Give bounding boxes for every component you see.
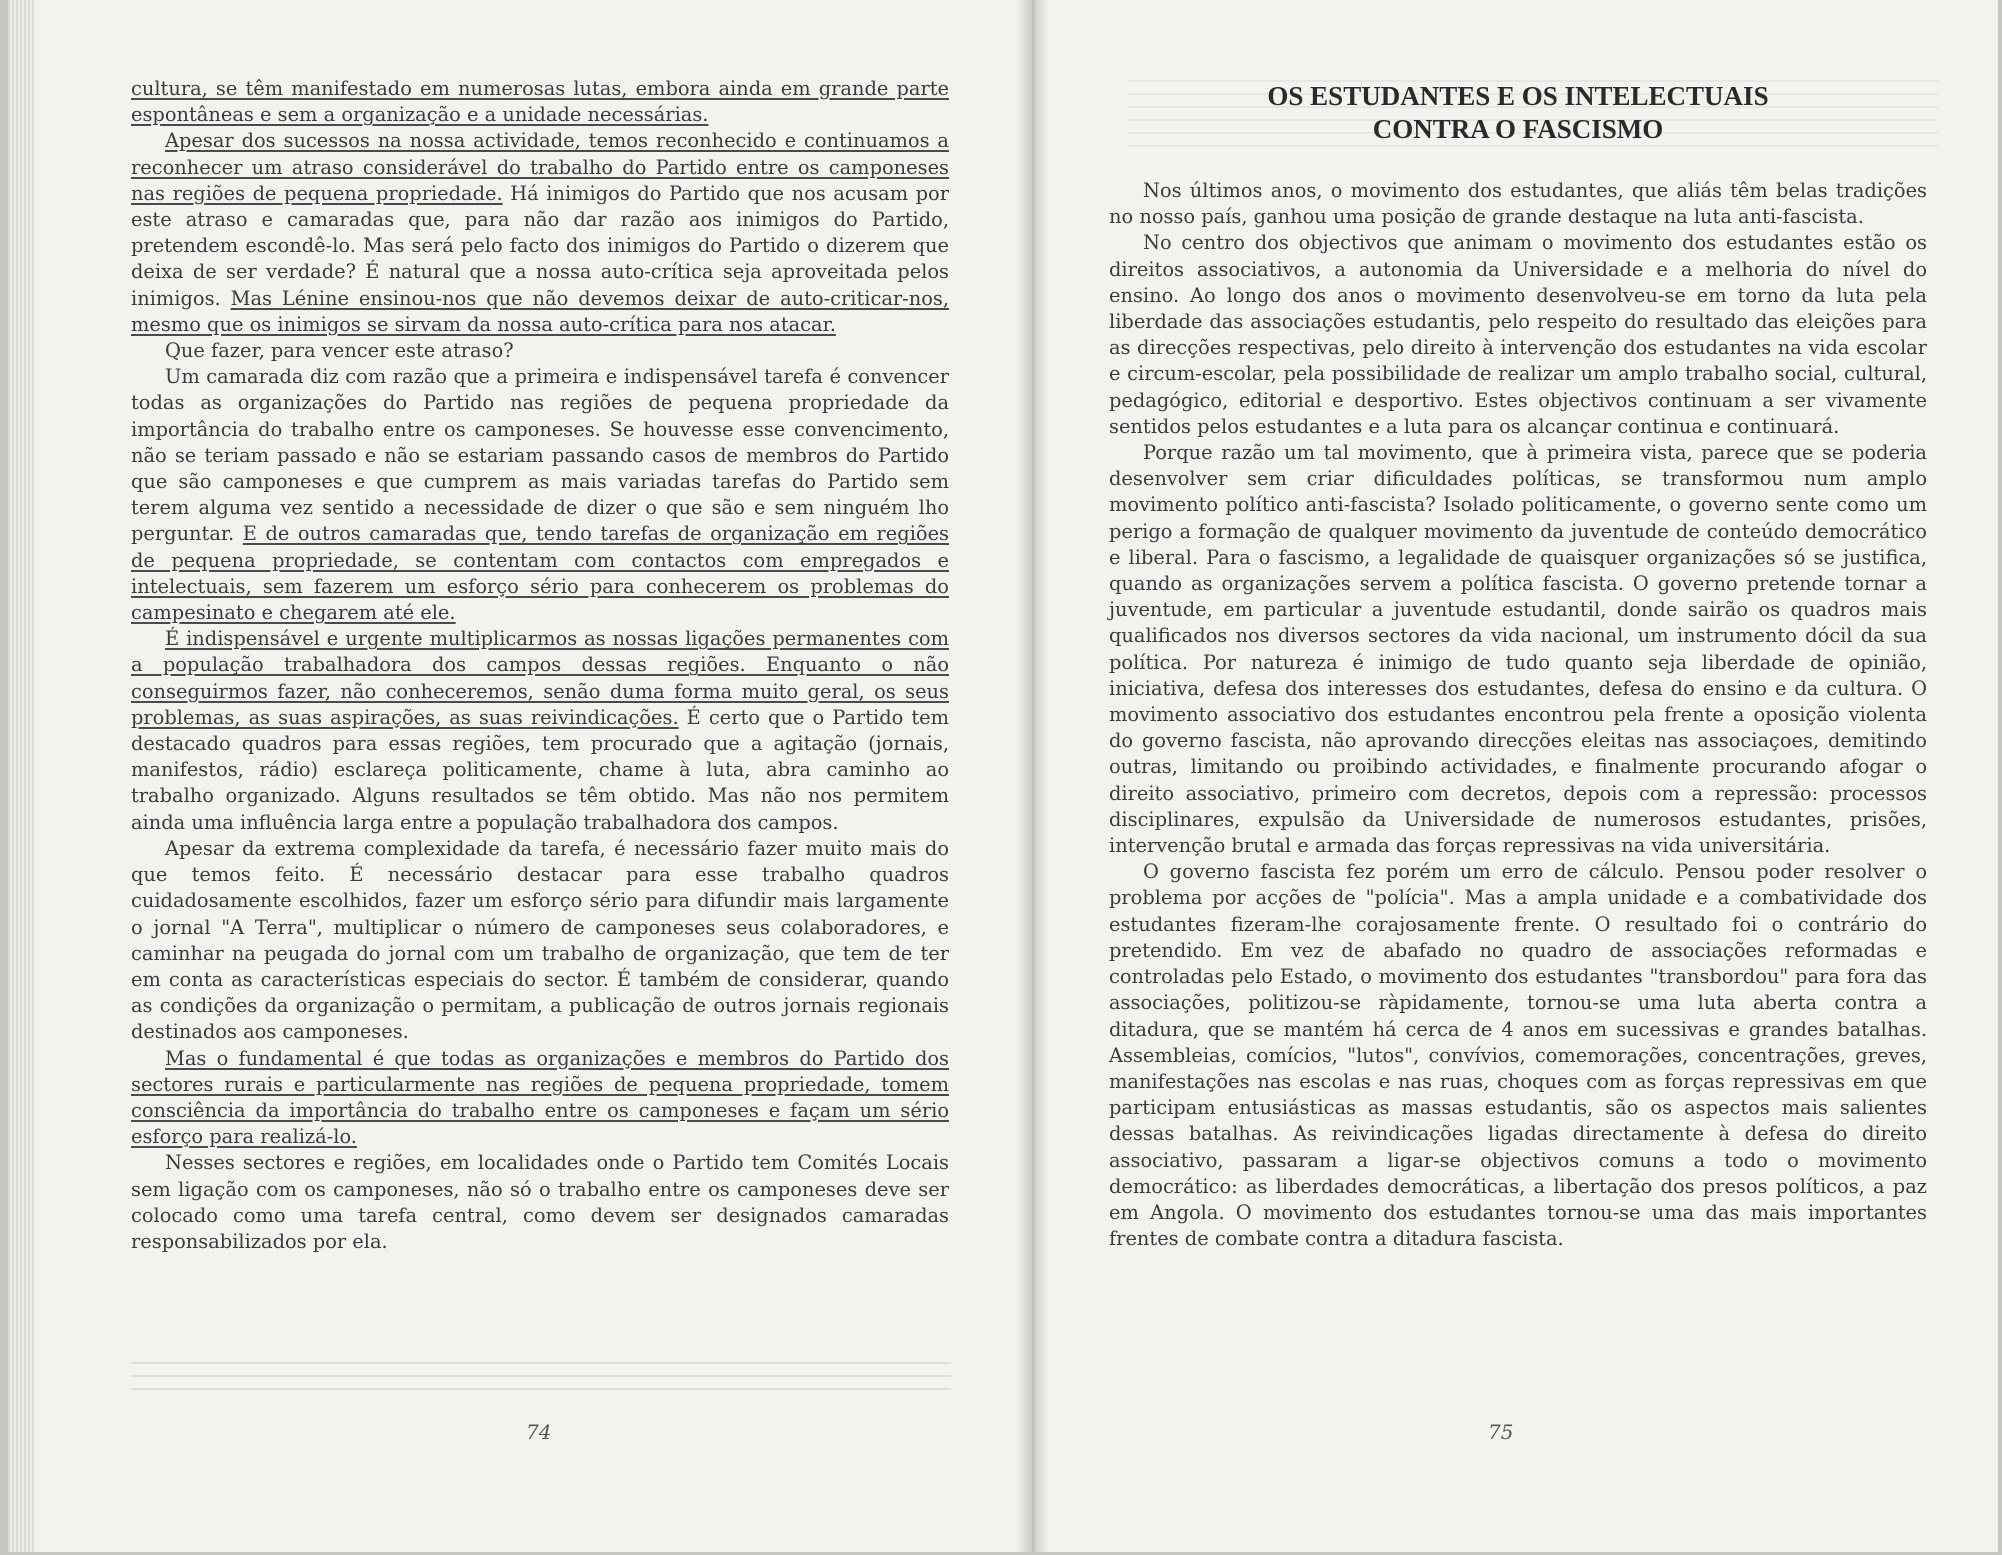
text-run: O governo fascista fez porém um erro de cálculo. Pensou poder resolver o problema por acções de "polícia". Mas a ampla unidade e a combatividade dos estudantes fizeram-lhe corajosamente frente. O resultado foi o contrário do pretendido. Em vez de abafado no quadro de associações reformadas e controladas pelo Estado, o movimento dos estudantes "transbordou" para fora das associações, politizou-se ràpidamente, tornou-se uma luta aberta contra a ditadura, que se mantém há cerca de 4 anos em sucessivas e grandes batalhas. Assembleias, comícios, "lutos", convívios, comemorações, concentrações, greves, manifestações nas escolas e nas ruas, choques com as forças repressivas em que participam entusiásticas as massas estudantis, são os aspectos mais salientes dessas batalhas. As reivindicações ligadas directamente à defesa do direito associativo, passaram a ligar-se objectivos comuns a todo o movimento democrático: as liberdades democráticas, a libertação dos presos políticos, a paz em Angola. O movimento dos estudantes tornou-se uma das mais importantes frentes de combate contra a ditadura fascista. [1109,860,1927,1251]
paragraph [1109,440,1927,859]
paragraph [131,836,949,1046]
underlined-passage: Apesar dos sucessos na nossa actividade, temos reconhecido e continuamos a reconhecer um atraso considerável do trabalho do Partido entre os camponeses nas regiões de pequena propriedade. [131,129,949,205]
underlined-passage: E de outros camaradas que, tendo tarefas de organização em regiões de pequena propriedade, se contentam com contactos com empregados e intelectuais, sem fazerem um esforço sério para conhecerem os problemas do campesinato e chegarem até ele. [131,522,949,625]
paragraph [1109,230,1927,440]
text-run: Que fazer, para vencer este atraso? [165,339,514,363]
text-run: Há inimigos do Partido que nos acusam por este atraso e camaradas que, para não dar razão aos inimigos do Partido, pretendem escondê-lo. Mas será pelo facto dos inimigos do Partido o dizerem que deixa de ser verdade? É natural que a nossa auto-crítica seja aproveitada pelos inimigos. [131,181,950,310]
left-page-number: 74 [526,1420,552,1444]
text-run: Nesses sectores e regiões, em localidades onde o Partido tem Comités Locais sem ligação com os camponeses, não só o trabalho entre os camponeses deve ser colocado como uma tarefa central, como devem ser designados camaradas responsabilizados por ela. [131,1151,949,1253]
page-edges [8,0,36,1552]
show-through-text [131,1362,951,1400]
paragraph [131,1150,949,1255]
left-page-body [131,76,949,1255]
book-gutter [1018,0,1048,1552]
underlined-passage: É indispensável e urgente multiplicarmos as nossas ligações permanentes com a população trabalhadora dos campos dessas regiões. Enquanto o não conseguirmos fazer, não conheceremos, senão duma forma muito geral, os seus problemas, as suas aspirações, as suas reivindicações. [131,627,949,729]
chapter-title-line: OS ESTUDANTES E OS INTELECTUAIS [1267,81,1769,111]
left-page [36,0,1018,1552]
underlined-passage: Mas o fundamental é que todas as organizações e membros do Partido dos sectores rurais e particularmente nas regiões de pequena propriedade, tomem consciência da importância do trabalho entre os camponeses e façam um sério esforço para realizá-lo. [131,1046,949,1149]
paragraph [131,128,949,338]
right-page [1048,0,1998,1552]
paragraph [1109,859,1927,1252]
right-page-number: 75 [1488,1420,1514,1444]
text-run: É certo que o Partido tem destacado quadros para essas regiões, tem procurado que a agitação (jornais, manifestos, rádio) esclareça politicamente, chame à luta, abra caminho ao trabalho organizado. Alguns resultados se têm obtido. Mas não nos permitem ainda uma influência larga entre a população trabalhadora dos campos. [131,705,949,834]
paragraph [131,364,949,626]
paragraph [131,626,949,836]
text-run: Apesar da extrema complexidade da tarefa, é necessário fazer muito mais do que temos feito. É necessário destacar para esse trabalho quadros cuidadosamente escolhidos, fazer um esforço sério para difundir mais largamente o jornal "A Terra", multiplicar o número de camponeses seus colaboradores, e caminhar na peugada do jornal com um trabalho de organização, que tem de ter em conta as características especiais do sector. É também de considerar, quando as condições da organização o permitam, a publicação de outros jornais regionais destinados aos camponeses. [131,836,949,1044]
underlined-passage: Mas Lénine ensinou-nos que não devemos deixar de auto-criticar-nos, mesmo que os inimigos se sirvam da nossa auto-crítica para nos atacar. [131,286,949,336]
book-spread [8,0,1998,1552]
paragraph [131,1046,949,1151]
underlined-passage: cultura, se têm manifestado em numerosas lutas, embora ainda em grande parte espontâneas e sem a organização e a unidade necessárias. [131,77,949,127]
paragraph [131,76,949,128]
paragraph [131,338,949,364]
chapter-title-line: CONTRA O FASCISMO [1372,114,1664,144]
text-run: No centro dos objectivos que animam o movimento dos estudantes estão os direitos associativos, a autonomia da Universidade e a melhoria do nível do ensino. Ao longo dos anos o movimento desenvolveu-se em torno da luta pela liberdade das associações estudantis, pelo respeito do resultado das eleições para as direcções respectivas, pelo direito à intervenção dos estudantes na vida escolar e circum-escolar, pela possibilidade de realizar um amplo trabalho social, cultural, pedagógico, editorial e desportivo. Estes objectivos continuam a ser vivamente sentidos pelos estudantes e a luta para os alcançar continua e continuará. [1109,231,1927,438]
paragraph [1109,178,1927,230]
chapter-title [1109,80,1927,146]
right-page-body [1109,178,1927,1252]
text-run: Porque razão um tal movimento, que à primeira vista, parece que se poderia desenvolver sem criar dificuldades políticas, se transformou num amplo movimento político anti-fascista? Isolado politicamente, o governo sente como um perigo a formação de qualquer movimento da juventude de conteúdo democrático e liberal. Para o fascismo, a legalidade de quaisquer organizações só se justifica, quando as organizações servem a política fascista. O governo pretende tornar a juventude, em particular a juventude estudantil, donde sairão os quadros mais qualificados nos diversos sectores da vida nacional, um instrumento dócil da sua política. Por natureza é inimigo de tudo quanto seja liberdade de opinião, iniciativa, defesa dos interesses dos estudantes, defesa do ensino e da cultura. O movimento associativo dos estudantes encontrou pela frente a oposição violenta do governo fascista, não aprovando direcções eleitas nas associaçoes, demitindo outras, limitando ou proibindo actividades, e finalmente procurando afogar o direito associativo, primeiro com decretos, depois com a repressão: processos disciplinares, expulsão da Universidade de numerosos estudantes, prisões, intervenção brutal e armada das forças repressivas na vida universitária. [1109,441,1927,858]
text-run: Nos últimos anos, o movimento dos estudantes, que aliás têm belas tradições no nosso país, ganhou uma posição de grande destaque na luta anti-fascista. [1109,179,1927,229]
text-run: Um camarada diz com razão que a primeira e indispensável tarefa é convencer todas as organizações do Partido nas regiões de pequena propriedade da importância do trabalho entre os camponeses. Se houvesse esse convencimento, não se teriam passado e não se estariam passando casos de membros do Partido que são camponeses e que cumprem as mais variadas tarefas do Partido sem terem alguma vez sentido a necessidade de dizer o que são e sem ninguém lho perguntar. [131,365,949,546]
